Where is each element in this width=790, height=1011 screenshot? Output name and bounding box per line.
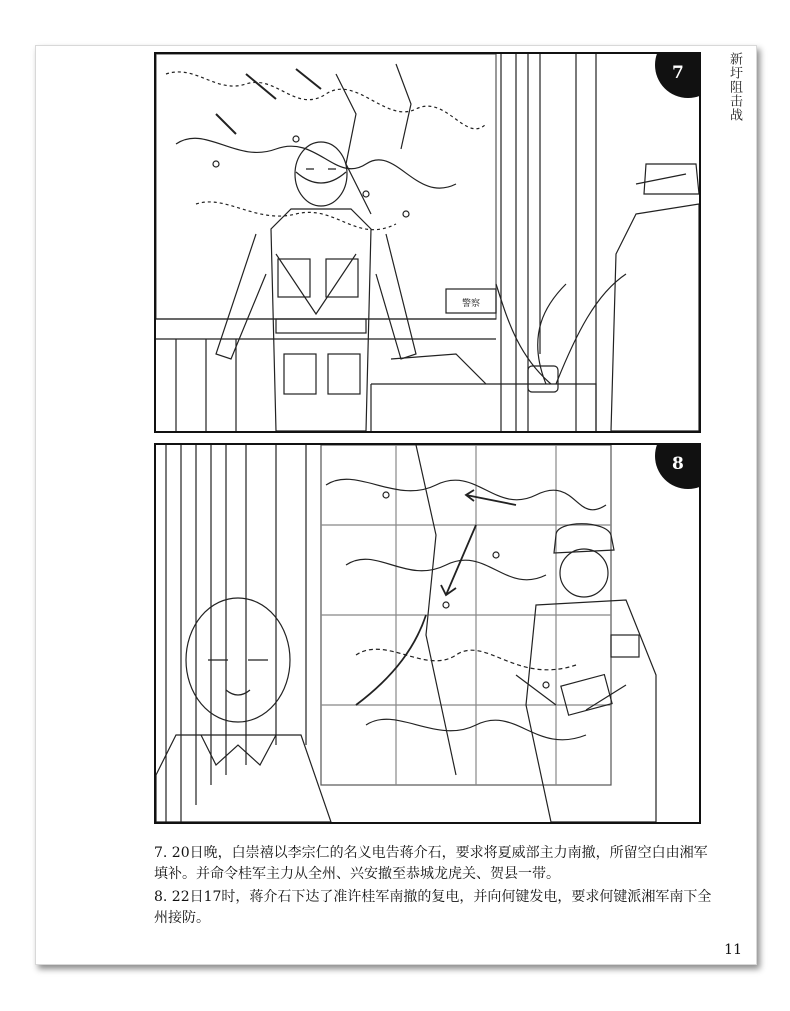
- panel-7: [154, 52, 701, 433]
- page-number: 11: [724, 942, 742, 958]
- caption-8: 8. 22日17时，蒋介石下达了准许桂军南撤的复电，并向何键发电，要求何键派湘军南下全州接防。: [154, 889, 712, 926]
- wall-sign-text: [462, 297, 480, 309]
- panel-8-illustration: [156, 445, 699, 822]
- caption-7: 7. 20日晚，白崇禧以李宗仁的名义电告蒋介石，要求将夏威部主力南撤，所留空白由湘军填补。并命令桂军主力从全州、兴安撤至恭城龙虎关、贺县一带。: [154, 845, 708, 882]
- comic-page: [35, 45, 757, 965]
- panel-8: [154, 443, 701, 824]
- caption-block: [154, 843, 714, 931]
- panel-7-illustration: [156, 54, 699, 431]
- wall-sign-label: 警察: [461, 299, 481, 309]
- chapter-title: 新圩阻击战: [727, 52, 742, 122]
- panel-number: 8: [672, 454, 684, 474]
- panel-number: 7: [672, 63, 684, 83]
